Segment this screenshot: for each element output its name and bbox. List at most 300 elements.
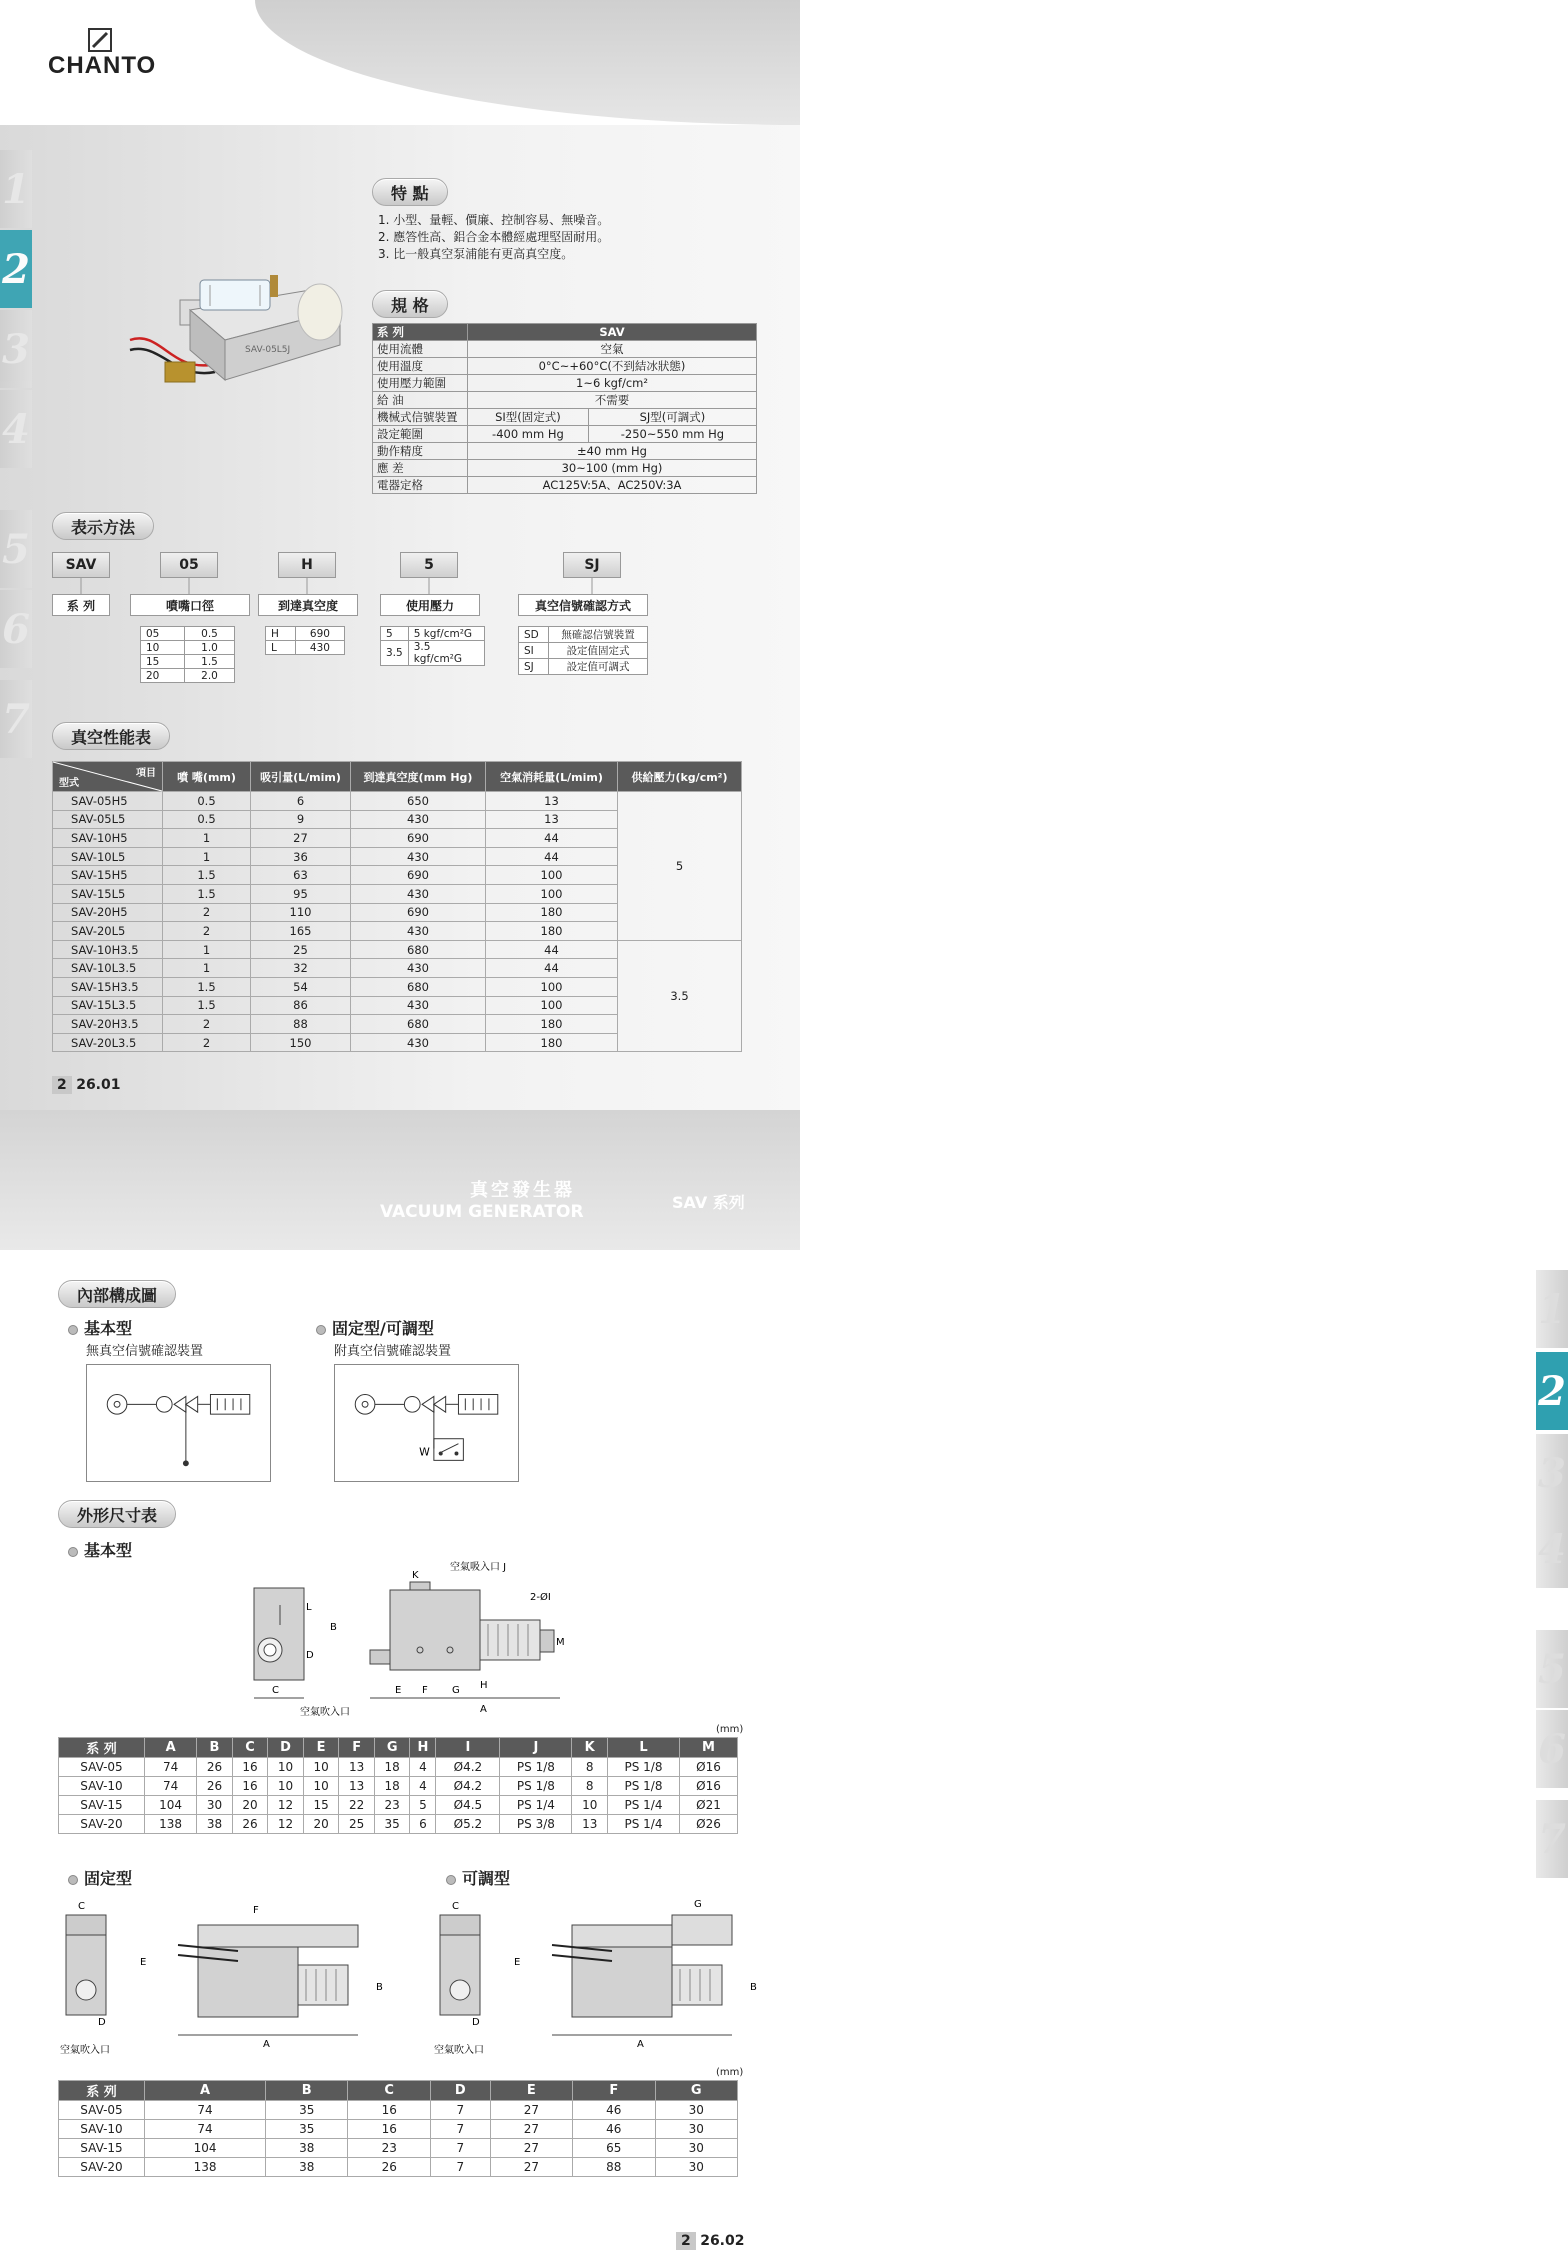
svg-text:空氣吹入口: 空氣吹入口 [434, 2045, 484, 2056]
table-cell: 23 [374, 1796, 410, 1815]
spec-value: 空氣 [468, 341, 757, 358]
option-value: 2.0 [184, 669, 234, 683]
svg-text:A: A [637, 2039, 644, 2050]
table-cell: 2 [163, 922, 251, 941]
table-cell: 104 [145, 1796, 197, 1815]
table-cell: 88 [251, 1015, 351, 1034]
product-photo [130, 270, 360, 410]
table-cell: PS 1/4 [500, 1796, 572, 1815]
spec-label: 使用流體 [373, 341, 468, 358]
chapter-tab-4[interactable]: 4 [0, 390, 32, 468]
spec-header-label: 系 列 [373, 324, 468, 341]
table-cell: 30 [655, 2158, 737, 2177]
table-cell: 680 [351, 1015, 486, 1034]
svg-text:C: C [78, 1901, 85, 1912]
table-cell: SAV-10 [59, 1777, 145, 1796]
spec-row [373, 375, 757, 392]
model-cell: SAV-10L5 [53, 847, 163, 866]
performance-heading: 真空性能表 [52, 722, 170, 750]
code-nozzle: 05 [160, 552, 218, 578]
performance-col-header: 噴 嘴(mm) [163, 762, 251, 792]
fixed-type-heading [68, 1866, 132, 1889]
dim-header: 系 列 [59, 2081, 145, 2101]
svg-text:D: D [472, 2017, 480, 2028]
table-cell: 10 [303, 1777, 339, 1796]
dim-header: G [655, 2081, 737, 2101]
code-series: SAV [52, 552, 110, 578]
table-cell: 38 [266, 2139, 348, 2158]
model-cell: SAV-05H5 [53, 792, 163, 811]
svg-text:C: C [272, 1685, 279, 1696]
table-cell: PS 1/8 [500, 1758, 572, 1777]
table-cell: 650 [351, 792, 486, 811]
table-cell: 20 [232, 1796, 268, 1815]
fixed-adjustable-dimension-table [58, 2080, 738, 2177]
table-row [59, 2101, 738, 2120]
table-cell: 430 [351, 884, 486, 903]
table-cell: 35 [266, 2120, 348, 2139]
spec-value: AC125V:5A、AC250V:3A [468, 477, 757, 494]
dim-basic-title [68, 1538, 132, 1561]
right-chapter-tabs [768, 1250, 1566, 2250]
dim-unit: (mm) [716, 1724, 744, 1735]
svg-text:A: A [480, 1704, 487, 1715]
svg-text:B: B [330, 1622, 337, 1633]
adjustable-dimension-drawing [432, 1895, 762, 2065]
performance-col-header: 到達真空度(mm Hg) [351, 762, 486, 792]
table-cell: 10 [303, 1758, 339, 1777]
table-cell: 20 [303, 1815, 339, 1834]
dim2-unit: (mm) [716, 2067, 744, 2078]
page-number: 26.02 [700, 2233, 745, 2249]
table-cell: 180 [486, 903, 618, 922]
table-cell: 7 [430, 2139, 490, 2158]
table-cell: 18 [374, 1758, 410, 1777]
svg-text:L: L [306, 1602, 312, 1613]
table-cell: 165 [251, 922, 351, 941]
chapter-tab-7[interactable]: 7 [0, 680, 32, 758]
table-cell: 4 [410, 1758, 436, 1777]
table-cell: 13 [339, 1758, 375, 1777]
table-cell: 65 [573, 2139, 655, 2158]
option-value: 3.5 kgf/cm²G [408, 641, 484, 666]
table-cell: Ø21 [680, 1796, 738, 1815]
performance-header-row [53, 762, 742, 792]
table-cell: 680 [351, 977, 486, 996]
spec-row [373, 409, 757, 426]
table-cell: SAV-15 [59, 1796, 145, 1815]
table-cell: 100 [486, 996, 618, 1015]
table-cell: 6 [410, 1815, 436, 1834]
svg-text:E: E [140, 1957, 147, 1968]
dimensions-heading: 外形尺寸表 [58, 1500, 176, 1528]
svg-text:空氣吸入口 J: 空氣吸入口 J [450, 1562, 507, 1573]
spec-value: -250~550 mm Hg [588, 426, 756, 443]
chapter-tab-6[interactable]: 6 [1536, 1710, 1568, 1788]
model-cell: SAV-15H3.5 [53, 977, 163, 996]
table-cell: 10 [572, 1796, 608, 1815]
bullet-icon [316, 1325, 326, 1335]
table-cell: 10 [268, 1777, 304, 1796]
spec-row [373, 443, 757, 460]
table-cell: 8 [572, 1758, 608, 1777]
table-cell: 430 [351, 810, 486, 829]
table-cell: 690 [351, 829, 486, 848]
device-label: SAV-05L5J [245, 345, 291, 355]
spec-label: 給 油 [373, 392, 468, 409]
corner-top-label: 項目 [136, 768, 156, 779]
signal-options [518, 626, 648, 675]
table-cell: 138 [145, 2158, 266, 2177]
table-row [53, 940, 742, 959]
page-number-2 [676, 2232, 745, 2250]
spec-value: 1~6 kgf/cm² [468, 375, 757, 392]
table-cell: 44 [486, 940, 618, 959]
table-cell: SAV-20 [59, 1815, 145, 1834]
bullet-icon [68, 1875, 78, 1885]
table-cell: 6 [251, 792, 351, 811]
spec-row [373, 460, 757, 477]
model-cell: SAV-05L5 [53, 810, 163, 829]
table-cell: 88 [573, 2158, 655, 2177]
table-cell: 74 [145, 2120, 266, 2139]
fixed-schematic [334, 1364, 519, 1482]
table-cell: 100 [486, 884, 618, 903]
performance-col-header: 空氣消耗量(L/mim) [486, 762, 618, 792]
chapter-tab-5[interactable]: 5 [0, 510, 32, 588]
option-code: 10 [141, 641, 185, 655]
spec-table [372, 323, 757, 494]
svg-text:2-ØI: 2-ØI [530, 1592, 551, 1603]
dim-basic-name: 基本型 [84, 1541, 133, 1560]
table-cell: 86 [251, 996, 351, 1015]
adjustable-type-heading [446, 1866, 510, 1889]
table-cell: 1 [163, 847, 251, 866]
table-row [59, 1796, 738, 1815]
table-row [59, 2158, 738, 2177]
table-cell: 27 [490, 2101, 572, 2120]
bullet-icon [446, 1875, 456, 1885]
table-cell: 2 [163, 903, 251, 922]
svg-text:A: A [263, 2039, 270, 2050]
basic-dimension-drawing [240, 1550, 640, 1720]
table-cell: 1 [163, 959, 251, 978]
svg-text:F: F [253, 1905, 259, 1916]
table-cell: 7 [430, 2158, 490, 2177]
table-cell: 27 [490, 2158, 572, 2177]
spec-header-row [373, 324, 757, 341]
table-cell: 36 [251, 847, 351, 866]
chapter-tab-6[interactable]: 6 [0, 590, 32, 668]
table-cell: 32 [251, 959, 351, 978]
table-cell: 95 [251, 884, 351, 903]
table-cell: 54 [251, 977, 351, 996]
table-row [59, 2139, 738, 2158]
table-cell: 25 [251, 940, 351, 959]
table-cell: 30 [655, 2139, 737, 2158]
table-cell: 690 [351, 866, 486, 885]
code-signal: SJ [563, 552, 621, 578]
label-series: 系 列 [52, 594, 110, 616]
svg-text:D: D [98, 2017, 106, 2028]
table-cell: Ø16 [680, 1758, 738, 1777]
model-cell: SAV-15H5 [53, 866, 163, 885]
dim-header: 系 列 [59, 1738, 145, 1758]
table-cell: 13 [486, 792, 618, 811]
table-cell: 104 [145, 2139, 266, 2158]
fixed-type-title [316, 1316, 434, 1339]
table-cell: 680 [351, 940, 486, 959]
option-value: 1.0 [184, 641, 234, 655]
spec-label: 電器定格 [373, 477, 468, 494]
bullet-icon [68, 1547, 78, 1557]
option-code: SI [519, 643, 549, 659]
fixed-type-name: 固定型/可調型 [332, 1319, 434, 1338]
dim-header: I [436, 1738, 500, 1758]
dim-header: F [339, 1738, 375, 1758]
fixed-type-desc: 附真空信號確認裝置 [334, 1344, 452, 1359]
performance-corner [53, 762, 163, 792]
page-number-1 [52, 1076, 121, 1094]
table-cell: 0.5 [163, 792, 251, 811]
table-cell: 38 [266, 2158, 348, 2177]
left-chapter-tabs [0, 0, 32, 1110]
svg-text:B: B [376, 1982, 383, 1993]
table-cell: 23 [348, 2139, 430, 2158]
table-cell: 44 [486, 959, 618, 978]
table-cell: 30 [655, 2101, 737, 2120]
supply-pressure-cell: 5 [618, 792, 742, 941]
basic-type-name: 基本型 [84, 1319, 133, 1338]
chapter-tab-1[interactable]: 1 [0, 150, 32, 228]
table-cell: 74 [145, 1777, 197, 1796]
svg-text:G: G [694, 1899, 702, 1910]
option-value: 690 [295, 627, 344, 641]
table-cell: 138 [145, 1815, 197, 1834]
table-cell: Ø5.2 [436, 1815, 500, 1834]
table-cell: 22 [339, 1796, 375, 1815]
model-cell: SAV-20H3.5 [53, 1015, 163, 1034]
basic-schematic [86, 1364, 271, 1482]
table-cell: SAV-05 [59, 2101, 145, 2120]
spec-value: 30~100 (mm Hg) [468, 460, 757, 477]
dim-header: H [410, 1738, 436, 1758]
table-cell: 5 [410, 1796, 436, 1815]
table-cell: PS 1/4 [608, 1796, 680, 1815]
dim-header: D [430, 2081, 490, 2101]
table-cell: 12 [268, 1796, 304, 1815]
table-cell: Ø4.2 [436, 1777, 500, 1796]
table-cell: 1.5 [163, 866, 251, 885]
option-value: 5 kgf/cm²G [408, 627, 484, 641]
chapter-tab-3[interactable]: 3 [0, 310, 32, 388]
spec-header-value: SAV [468, 324, 757, 341]
spec-value: 不需要 [468, 392, 757, 409]
table-cell: 26 [197, 1758, 233, 1777]
table-cell: 38 [197, 1815, 233, 1834]
internal-heading: 內部構成圖 [58, 1280, 176, 1308]
option-value: 設定值可調式 [549, 659, 648, 675]
table-row [59, 1777, 738, 1796]
svg-text:E: E [395, 1685, 402, 1696]
features-list [378, 212, 609, 263]
table-row [59, 1815, 738, 1834]
table-cell: 15 [303, 1796, 339, 1815]
table-cell: 13 [486, 810, 618, 829]
svg-text:空氣吹入口: 空氣吹入口 [60, 2045, 110, 2056]
table-cell: 27 [251, 829, 351, 848]
pressure-options [380, 626, 485, 666]
spec-value: SI型(固定式) [468, 409, 589, 426]
option-code: SJ [519, 659, 549, 675]
model-cell: SAV-20L3.5 [53, 1033, 163, 1052]
chapter-tab-7[interactable]: 7 [1536, 1800, 1568, 1878]
option-code: SD [519, 627, 549, 643]
svg-text:M: M [556, 1637, 565, 1648]
option-value: 無確認信號裝置 [549, 627, 648, 643]
label-pressure: 使用壓力 [380, 594, 480, 616]
table-cell: 1 [163, 829, 251, 848]
table-cell: 63 [251, 866, 351, 885]
performance-col-header: 供給壓力(kg/cm²) [618, 762, 742, 792]
ordering-connectors [52, 578, 672, 594]
table-cell: 16 [348, 2120, 430, 2139]
basic-type-desc: 無真空信號確認裝置 [86, 1344, 204, 1359]
dim-header-row [59, 2081, 738, 2101]
dim-header: E [303, 1738, 339, 1758]
features-heading: 特 點 [372, 178, 448, 206]
model-cell: SAV-15L5 [53, 884, 163, 903]
table-cell: 30 [197, 1796, 233, 1815]
ordering-heading: 表示方法 [52, 512, 154, 540]
dim-header: K [572, 1738, 608, 1758]
dim-header: B [266, 2081, 348, 2101]
table-cell: 9 [251, 810, 351, 829]
table-cell: 26 [232, 1815, 268, 1834]
dim-header: J [500, 1738, 572, 1758]
table-cell: 430 [351, 922, 486, 941]
option-code: H [266, 627, 296, 641]
table-cell: 430 [351, 847, 486, 866]
table-cell: PS 1/8 [500, 1777, 572, 1796]
table-cell: 2 [163, 1033, 251, 1052]
page2-title-cn: 真空發生器 [470, 1180, 575, 1201]
table-cell: 1.5 [163, 977, 251, 996]
table-cell: Ø16 [680, 1777, 738, 1796]
option-code: 15 [141, 655, 185, 669]
table-cell: 2 [163, 1015, 251, 1034]
table-cell: PS 1/8 [608, 1758, 680, 1777]
chapter-tab-5[interactable]: 5 [1536, 1630, 1568, 1708]
spec-label: 使用壓力範圍 [373, 375, 468, 392]
basic-type-title [68, 1316, 132, 1339]
table-cell: PS 1/4 [608, 1815, 680, 1834]
table-cell: 150 [251, 1033, 351, 1052]
table-cell: 16 [232, 1777, 268, 1796]
table-cell: 430 [351, 996, 486, 1015]
supply-pressure-cell: 3.5 [618, 940, 742, 1052]
label-vacuum: 到達真空度 [258, 594, 358, 616]
adjustable-type-label: 可調型 [462, 1869, 511, 1888]
feature-item: 2. 應答性高、鋁合金本體經處理堅固耐用。 [378, 230, 610, 244]
table-cell: PS 1/8 [608, 1777, 680, 1796]
spec-row [373, 358, 757, 375]
vacuum-options [265, 626, 345, 655]
bullet-icon [68, 1325, 78, 1335]
table-cell: 0.5 [163, 810, 251, 829]
spec-row [373, 426, 757, 443]
table-cell: SAV-05 [59, 1758, 145, 1777]
dim-header: E [490, 2081, 572, 2101]
chapter-tab-2[interactable]: 2 [0, 230, 32, 308]
dim-header: A [145, 2081, 266, 2101]
spec-label: 使用溫度 [373, 358, 468, 375]
table-row [59, 2120, 738, 2139]
performance-table [52, 761, 742, 1052]
spec-row [373, 477, 757, 494]
dim-header: F [573, 2081, 655, 2101]
svg-text:F: F [422, 1685, 428, 1696]
option-code: 20 [141, 669, 185, 683]
chapter-number: 2 [676, 2232, 696, 2250]
table-cell: 46 [573, 2101, 655, 2120]
table-cell: 1.5 [163, 884, 251, 903]
table-cell: SAV-10 [59, 2120, 145, 2139]
option-code: 05 [141, 627, 185, 641]
table-row [59, 1758, 738, 1777]
table-cell: 26 [197, 1777, 233, 1796]
chapter-tab-4[interactable]: 4 [1536, 1510, 1568, 1588]
spec-row [373, 341, 757, 358]
table-cell: 10 [268, 1758, 304, 1777]
table-row [53, 792, 742, 811]
table-cell: 13 [572, 1815, 608, 1834]
table-cell: 430 [351, 1033, 486, 1052]
model-cell: SAV-20L5 [53, 922, 163, 941]
chapter-tab-2[interactable]: 2 [1536, 1352, 1568, 1430]
chapter-tab-3[interactable]: 3 [1536, 1434, 1568, 1512]
table-cell: 44 [486, 847, 618, 866]
table-cell: 7 [430, 2101, 490, 2120]
chapter-tab-1[interactable]: 1 [1536, 1270, 1568, 1348]
page-number: 26.01 [76, 1077, 121, 1093]
svg-text:G: G [452, 1685, 460, 1696]
w-label: W [419, 1445, 430, 1459]
model-cell: SAV-10H3.5 [53, 940, 163, 959]
svg-text:C: C [452, 1901, 459, 1912]
option-value: 1.5 [184, 655, 234, 669]
model-cell: SAV-10H5 [53, 829, 163, 848]
feature-item: 3. 比一般真空泵浦能有更高真空度。 [378, 247, 574, 261]
model-cell: SAV-10L3.5 [53, 959, 163, 978]
option-code: 5 [381, 627, 409, 641]
table-cell: 180 [486, 1033, 618, 1052]
nozzle-options [140, 626, 235, 683]
table-cell: 690 [351, 903, 486, 922]
dim-header: B [197, 1738, 233, 1758]
page2-series: SAV 系列 [672, 1193, 745, 1212]
feature-item: 1. 小型、量輕、價廉、控制容易、無噪音。 [378, 213, 610, 227]
brand-logo: CHANTO [48, 52, 157, 79]
svg-text:E: E [514, 1957, 521, 1968]
chapter-number: 2 [52, 1076, 72, 1094]
spec-label: 機械式信號裝置 [373, 409, 468, 426]
label-signal: 真空信號確認方式 [518, 594, 648, 616]
basic-dimension-table [58, 1737, 738, 1834]
dim-header: C [348, 2081, 430, 2101]
table-cell: 35 [374, 1815, 410, 1834]
performance-col-header: 吸引量(L/mim) [251, 762, 351, 792]
